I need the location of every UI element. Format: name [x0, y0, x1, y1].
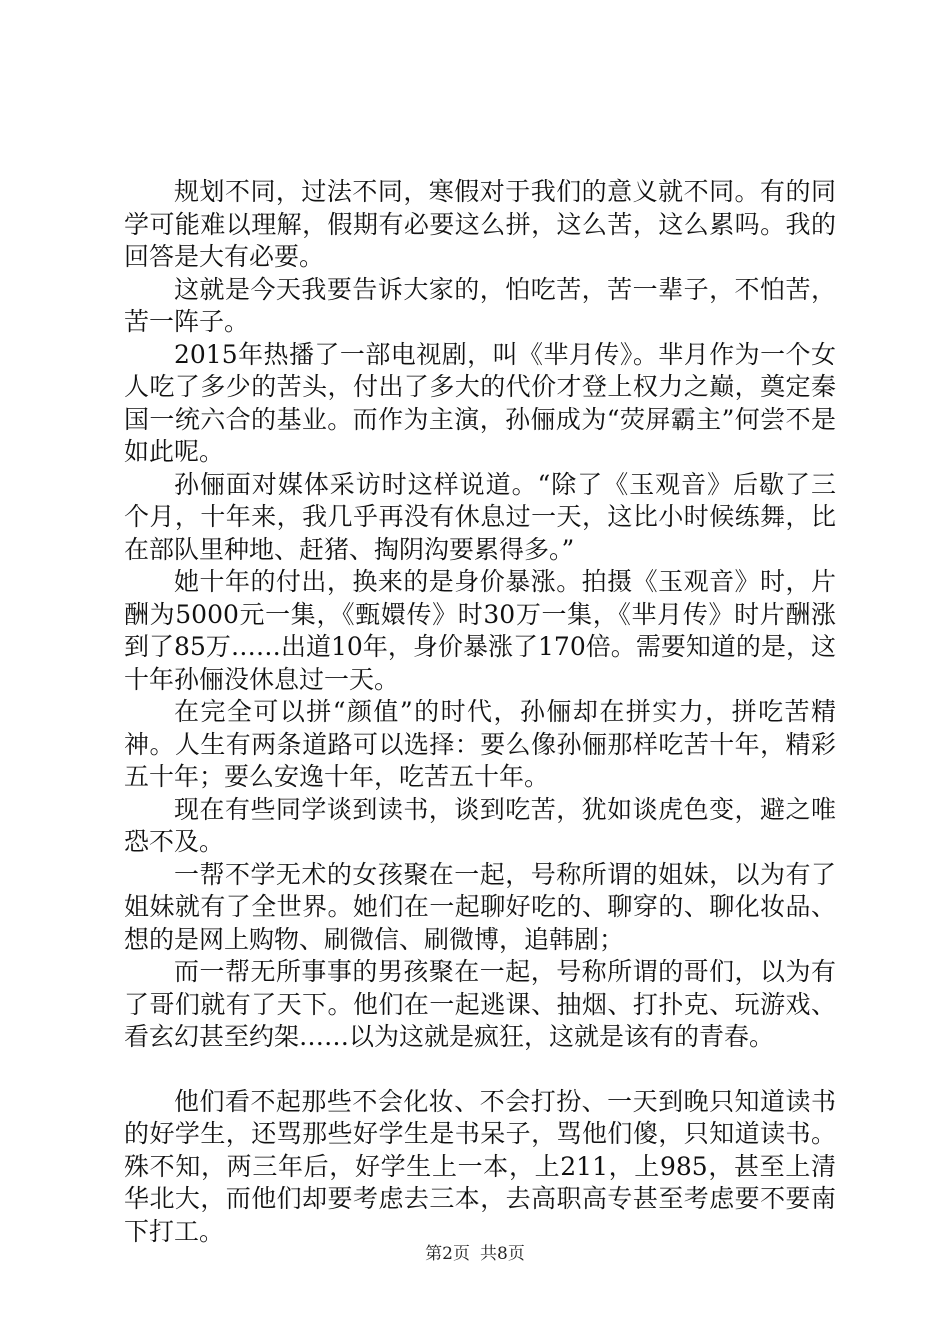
paragraph-2: 这就是今天我要告诉大家的，怕吃苦，苦一辈子，不怕苦，苦一阵子。: [124, 274, 836, 336]
paragraph-3: 2015年热播了一部电视剧，叫《芈月传》。芈月作为一个女人吃了多少的苦头，付出了多大的代价才登上权力之巅，奠定秦国一统六合的基业。而作为主演，孙俪成为“荧屏霸主”何尝不是如此呢。: [124, 339, 836, 466]
paragraph-4: 孙俪面对媒体采访时这样说道。“除了《玉观音》后歇了三个月，十年来，我几乎再没有休息过一天，这比小时候练舞，比在部队里种地、赶猪、掏阴沟要累得多。”: [124, 469, 836, 564]
paragraph-7: 现在有些同学谈到读书，谈到吃苦，犹如谈虎色变，避之唯恐不及。: [124, 794, 836, 856]
document-body: [124, 176, 836, 1248]
paragraph-5: 她十年的付出，换来的是身价暴涨。拍摄《玉观音》时，片酬为5000元一集，《甄嬛传》时30万一集，《芈月传》时片酬涨到了85万……出道10年，身价暴涨了170倍。需要知道的是，这十年孙俪没休息过一天。: [124, 567, 836, 694]
page-total: 共8页: [480, 1244, 525, 1264]
paragraph-10: 他们看不起那些不会化妆、不会打扮、一天到晚只知道读书的好学生，还骂那些好学生是书呆子，骂他们傻，只知道读书。殊不知，两三年后，好学生上一本，上211，上985，甚至上清华北大，而他们却要考虑去三本，去高职高专甚至考虑要不要南下打工。: [124, 1086, 836, 1246]
page-footer: [0, 1244, 950, 1264]
page-number: 第2页: [425, 1244, 470, 1264]
paragraph-8: 一帮不学无术的女孩聚在一起，号称所谓的姐妹，以为有了姐妹就有了全世界。她们在一起聊好吃的、聊穿的、聊化妆品、想的是网上购物、刷微信、刷微博，追韩剧；: [124, 859, 836, 954]
paragraph-1: 规划不同，过法不同，寒假对于我们的意义就不同。有的同学可能难以理解，假期有必要这么拼，这么苦，这么累吗。我的回答是大有必要。: [124, 177, 836, 271]
paragraph-6: 在完全可以拼“颜值”的时代，孙俪却在拼实力，拼吃苦精神。人生有两条道路可以选择：要么像孙俪那样吃苦十年，精彩五十年；要么安逸十年，吃苦五十年。: [124, 697, 836, 791]
paragraph-9: 而一帮无所事事的男孩聚在一起，号称所谓的哥们，以为有了哥们就有了天下。他们在一起逃课、抽烟、打扑克、玩游戏、看玄幻甚至约架……以为这就是疯狂，这就是该有的青春。: [124, 957, 836, 1051]
